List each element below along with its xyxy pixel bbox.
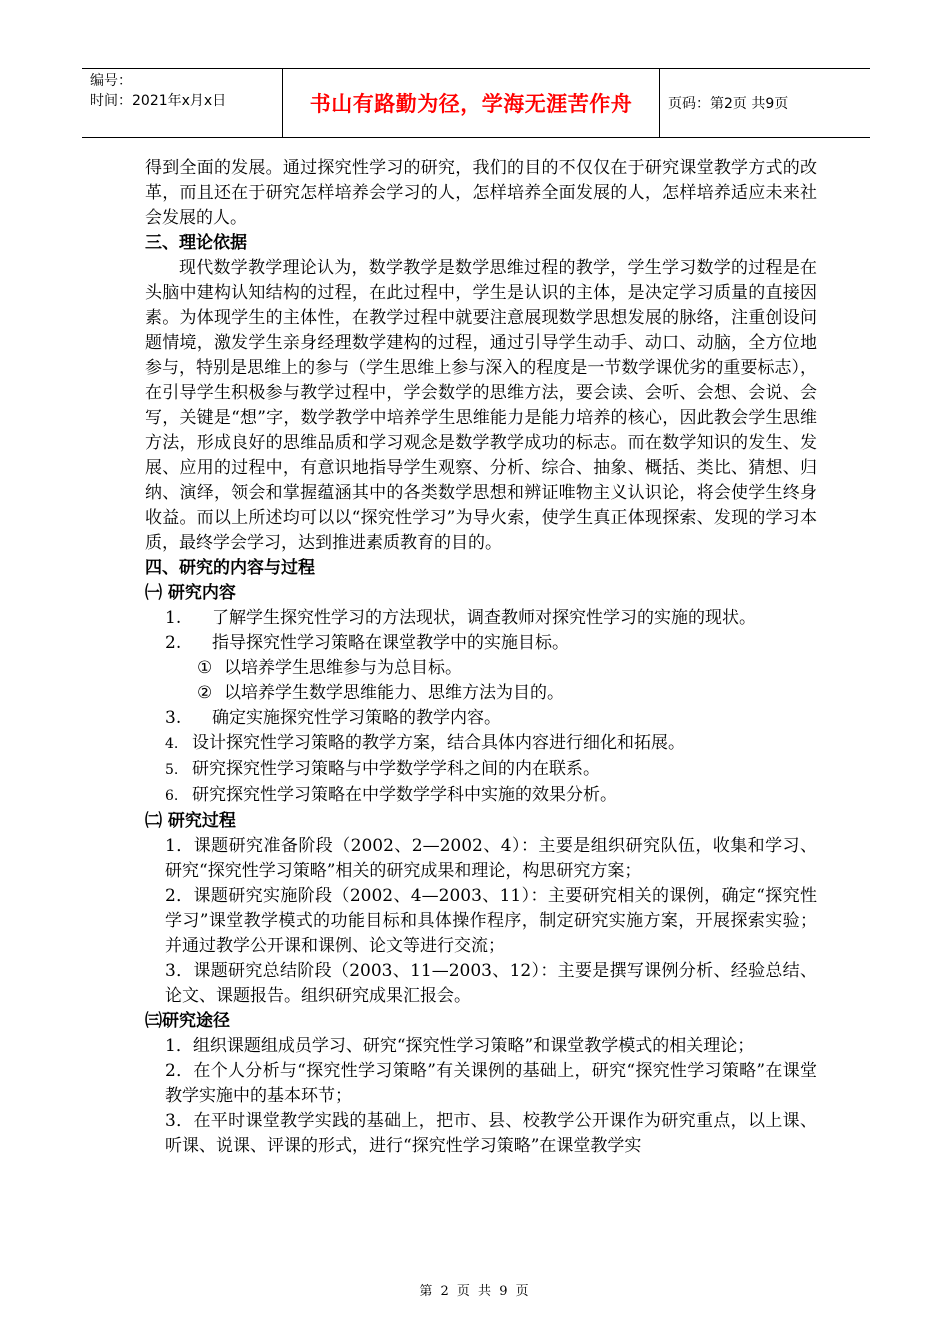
page-footer: 第 2 页 共 9 页 [419,1284,531,1299]
list-item: 6. 研究探究性学习策略在中学数学学科中实施的效果分析。 [165,785,617,805]
page-header [82,68,870,138]
approach-paragraph: 1．组织课题组成员学习、研究“探究性学习策略”和课堂教学模式的相关理论； [165,1036,755,1056]
list-item: 4. 设计探究性学习策略的教学方案，结合具体内容进行细化和拓展。 [165,733,685,753]
stage-paragraph: 3．课题研究总结阶段（2003、11—2003、12）：主要是撰写课例分析、经验总结、论文、课题报告。组织研究成果汇报会。 [165,961,817,1006]
intro-paragraph: 得到全面的发展。通过探究性学习的研究，我们的目的不仅仅在于研究课堂教学方式的改革，而且还在于研究怎样培养会学习的人，怎样培养全面发展的人，怎样培养适应未来社会发展的人。 [145,158,817,228]
list-item: 3. 确定实施探究性学习策略的教学内容。 [165,708,501,728]
section3-heading: 三、理论依据 [145,233,247,253]
section4-heading: 四、研究的内容与过程 [145,558,315,578]
number-label: 编号： [90,73,132,89]
stage-paragraph: 2．课题研究实施阶段（2002、4—2003、11）：主要研究相关的课例，确定“探究性学习”课堂教学模式的功能目标和具体操作程序，制定研究实施方案，开展探索实验；并通过教学公开课和课例、论文等进行交流； [165,886,817,956]
stage-paragraph: 1．课题研究准备阶段（2002、2—2002、4）：主要是组织研究队伍，收集和学习、研究“探究性学习策略”相关的研究成果和理论，构思研究方案； [165,836,817,881]
approach-paragraph: 2．在个人分析与“探究性学习策略”有关课例的基础上，研究“探究性学习策略”在课堂教学实施中的基本环节； [165,1061,817,1106]
time-label: 时间：2021年x月x日 [90,93,227,109]
list-item: 1. 了解学生探究性学习的方法现状，调查教师对探究性学习的实施的现状。 [165,608,756,628]
header-motto: 书山有路勤为径，学海无涯苦作舟 [283,69,660,137]
header-meta [82,69,283,137]
research-process-heading: ㈡ 研究过程 [145,811,236,831]
list-item: 5. 研究探究性学习策略与中学数学学科之间的内在联系。 [165,759,600,779]
list-item: 2. 指导探究性学习策略在课堂教学中的实施目标。 [165,633,569,653]
sub-list-item: ② 以培养学生数学思维能力、思维方法为目的。 [197,683,564,703]
research-approach-heading: ㈢研究途径 [145,1011,230,1031]
approach-paragraph: 3．在平时课堂教学实践的基础上，把市、县、校教学公开课作为研究重点，以上课、听课、说课、评课的形式，进行“探究性学习策略”在课堂教学实 [165,1111,817,1156]
section3-paragraph: 现代数学教学理论认为，数学教学是数学思维过程的教学，学生学习数学的过程是在头脑中建构认知结构的过程，在此过程中，学生是认识的主体，是决定学习质量的直接因素。为体现学生的主体性，在教学过程中就要注意展现数学思想发展的脉络，注重创设问题情境，激发学生亲身经理数学建构的过程，通过引导学生动手、动口、动脑，全方位地参与，特别是思维上的参与（学生思维上参与深入的程度是一节数学课优劣的重要标志），在引导学生积极参与教学过程中，学会数学的思维方法，要会读、会听、会想、会说、会写，关键是“想”字，数学教学中培养学生思维能力是能力培养的核心，因此教会学生思维方法，形成良好的思维品质和学习观念是数学教学成功的标志。而在数学知识的发生、发展、应用的过程中，有意识地指导学生观察、分析、综合、抽象、概括、类比、猜想、归纳、演绎，领会和掌握蕴涵其中的各类数学思想和辨证唯物主义认识论，将会使学生终身收益。而以上所述均可以以“探究性学习”为导火索，使学生真正体现探索、发现的学习本质，最终学会学习，达到推进素质教育的目的。 [145,258,817,553]
research-content-heading: ㈠ 研究内容 [145,583,236,603]
sub-list-item: ① 以培养学生思维参与为总目标。 [197,658,462,678]
header-page-info: 页码：第2页 共9页 [668,96,789,112]
document-body [145,156,817,1159]
